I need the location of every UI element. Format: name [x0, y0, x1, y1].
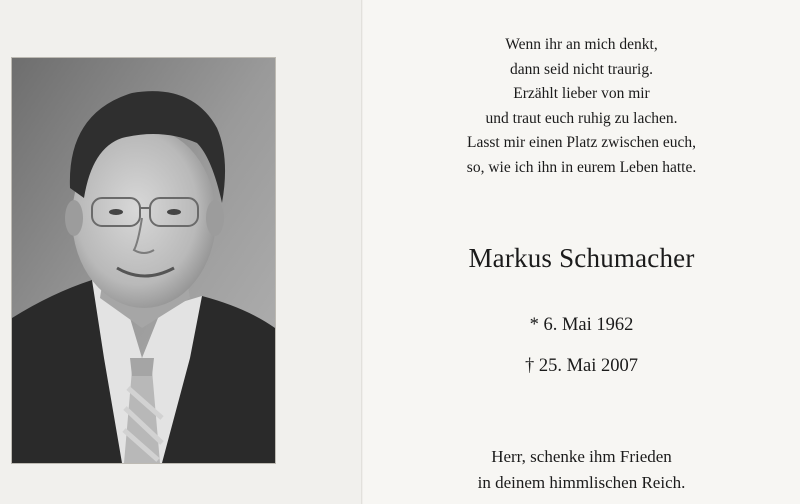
right-panel [363, 0, 800, 504]
verse-line: dann seid nicht traurig. [510, 60, 653, 78]
verse-line: und traut euch ruhig zu lachen. [485, 109, 678, 127]
portrait-photo [12, 58, 275, 463]
deceased-name: Markus Schumacher [468, 243, 695, 273]
verse-line: so, wie ich ihn in eurem Leben hatte. [466, 158, 697, 176]
birth-date: * 6. Mai 1962 [529, 315, 634, 335]
memorial-verse [363, 33, 800, 181]
left-panel [0, 0, 361, 504]
death-date: † 25. Mai 2007 [524, 356, 639, 376]
verse-line: Erzählt lieber von mir [513, 85, 650, 103]
verse-line: Wenn ihr an mich denkt, [505, 36, 658, 53]
closing-prayer [363, 444, 800, 496]
verse-line: Lasst mir einen Platz zwischen euch, [467, 134, 696, 152]
closing-line: in deinem himmlischen Reich. [477, 473, 686, 492]
closing-line: Herr, schenke ihm Frieden [491, 447, 672, 466]
